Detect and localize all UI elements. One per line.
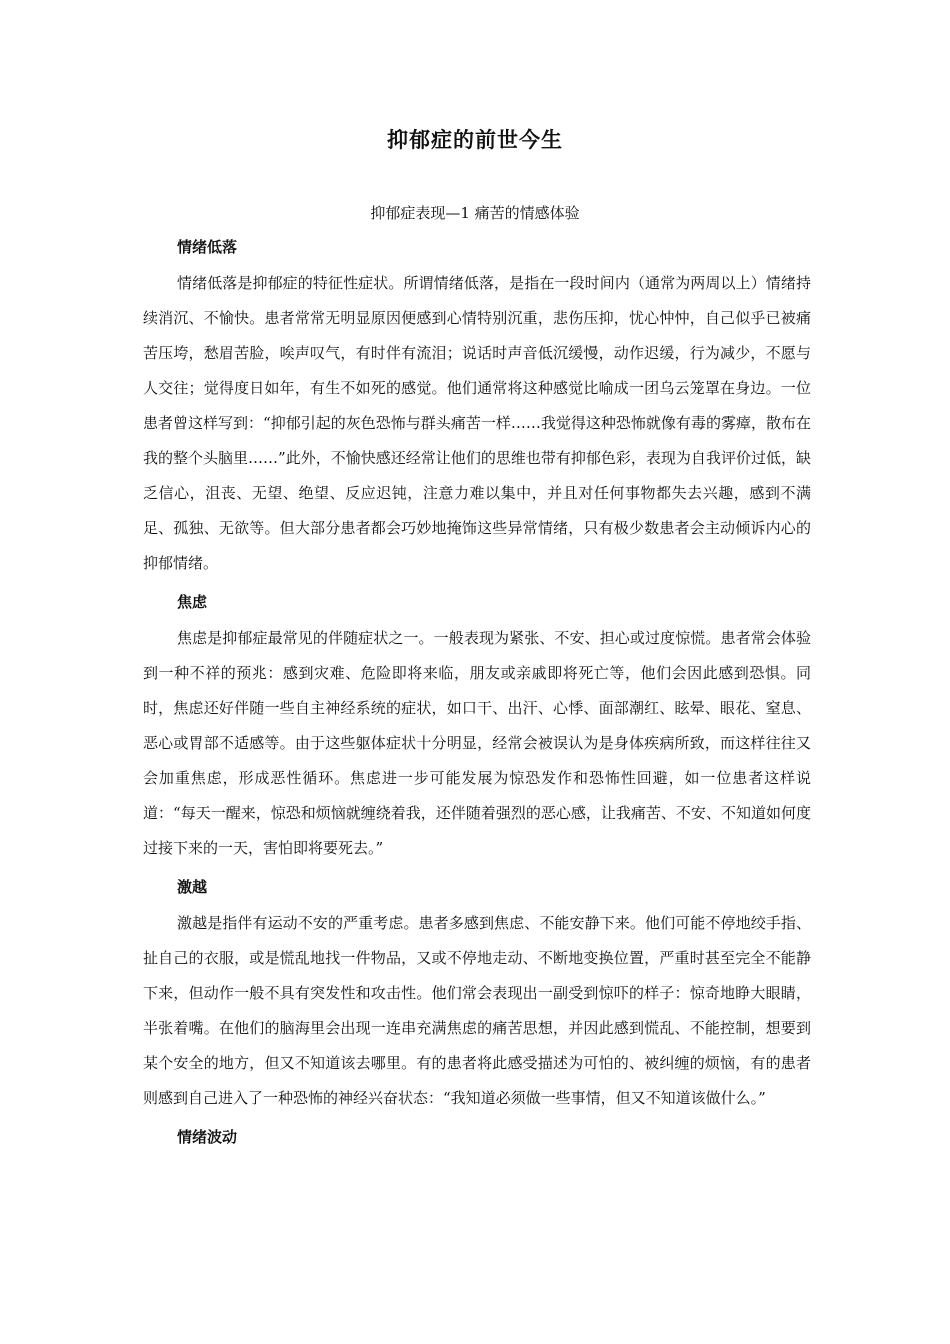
section-low-mood	[143, 232, 811, 581]
page-title: 抑郁症的前世今生	[387, 128, 563, 152]
page-subtitle: 抑郁症表现—1 痛苦的情感体验	[370, 204, 580, 222]
section-paragraph: 焦虑是抑郁症最常见的伴随症状之一。一般表现为紧张、不安、担心或过度惊慌。患者常会体验到一种不祥的预兆：感到灾难、危险即将来临，朋友或亲戚即将死亡等，他们会因此感到恐惧。同时，焦虑还好伴随一些自主神经系统的症状，如口干、出汗、心悸、面部潮红、眩晕、眼花、窒息、恶心或胃部不适感等。由于这些躯体症状十分明显，经常会被误认为是身体疾病所致，而这样往往又会加重焦虑，形成恶性循环。焦虑进一步可能发展为惊恐发作和恐怖性回避，如一位患者这样说道：“每天一醒来，惊恐和烦恼就缠绕着我，还伴随着强烈的恶心感，让我痛苦、不安、不知道如何度过接下来的一天，害怕即将要死去。”	[143, 629, 811, 857]
section-paragraph: 激越是指伴有运动不安的严重考虑。患者多感到焦虑、不能安静下来。他们可能不停地绞手指、扯自己的衣服，或是慌乱地找一件物品，又或不停地走动、不断地变换位置，严重时甚至完全不能静下来，但动作一般不具有突发性和攻击性。他们常会表现出一副受到惊吓的样子：惊奇地睁大眼睛，半张着嘴。在他们的脑海里会出现一连串充满焦虑的痛苦思想，并因此感到慌乱、不能控制，想要到某个安全的地方，但又不知道该去哪里。有的患者将此感受描述为可怕的、被纠缠的烦恼，有的患者则感到自己进入了一种恐怖的神经兴奋状态：“我知道必须做一些事情，但又不知道该做什么。”	[143, 914, 811, 1107]
section-anxiety	[143, 587, 811, 866]
section-heading: 情绪波动	[177, 1128, 238, 1146]
section-heading: 焦虑	[177, 593, 208, 611]
section-heading: 情绪低落	[177, 238, 238, 256]
section-paragraph: 情绪低落是抑郁症的特征性症状。所谓情绪低落，是指在一段时间内（通常为两周以上）情绪持续消沉、不愉快。患者常常无明显原因便感到心情特别沉重，悲伤压抑，忧心忡忡，自己似乎已被痛苦压垮，愁眉苦脸，唉声叹气，有时伴有流泪；说话时声音低沉缓慢，动作迟缓，行为减少，不愿与人交往；觉得度日如年，有生不如死的感觉。他们通常将这种感觉比喻成一团乌云笼罩在身边。一位患者曾这样写到：“抑郁引起的灰色恐怖与群头痛苦一样……我觉得这种恐怖就像有毒的雾瘴，散布在我的整个头脑里……”此外，不愉快感还经常让他们的思维也带有抑郁色彩，表现为自我评价过低，缺乏信心，沮丧、无望、绝望、反应迟钝，注意力难以集中，并且对任何事物都失去兴趣，感到不满足、孤独、无欲等。但大部分患者都会巧妙地掩饰这些异常情绪，只有极少数患者会主动倾诉内心的抑郁情绪。	[143, 274, 811, 572]
section-mood-swings	[143, 1122, 811, 1152]
section-agitation	[143, 872, 811, 1116]
article-body	[143, 232, 811, 1156]
section-heading: 激越	[177, 878, 208, 896]
